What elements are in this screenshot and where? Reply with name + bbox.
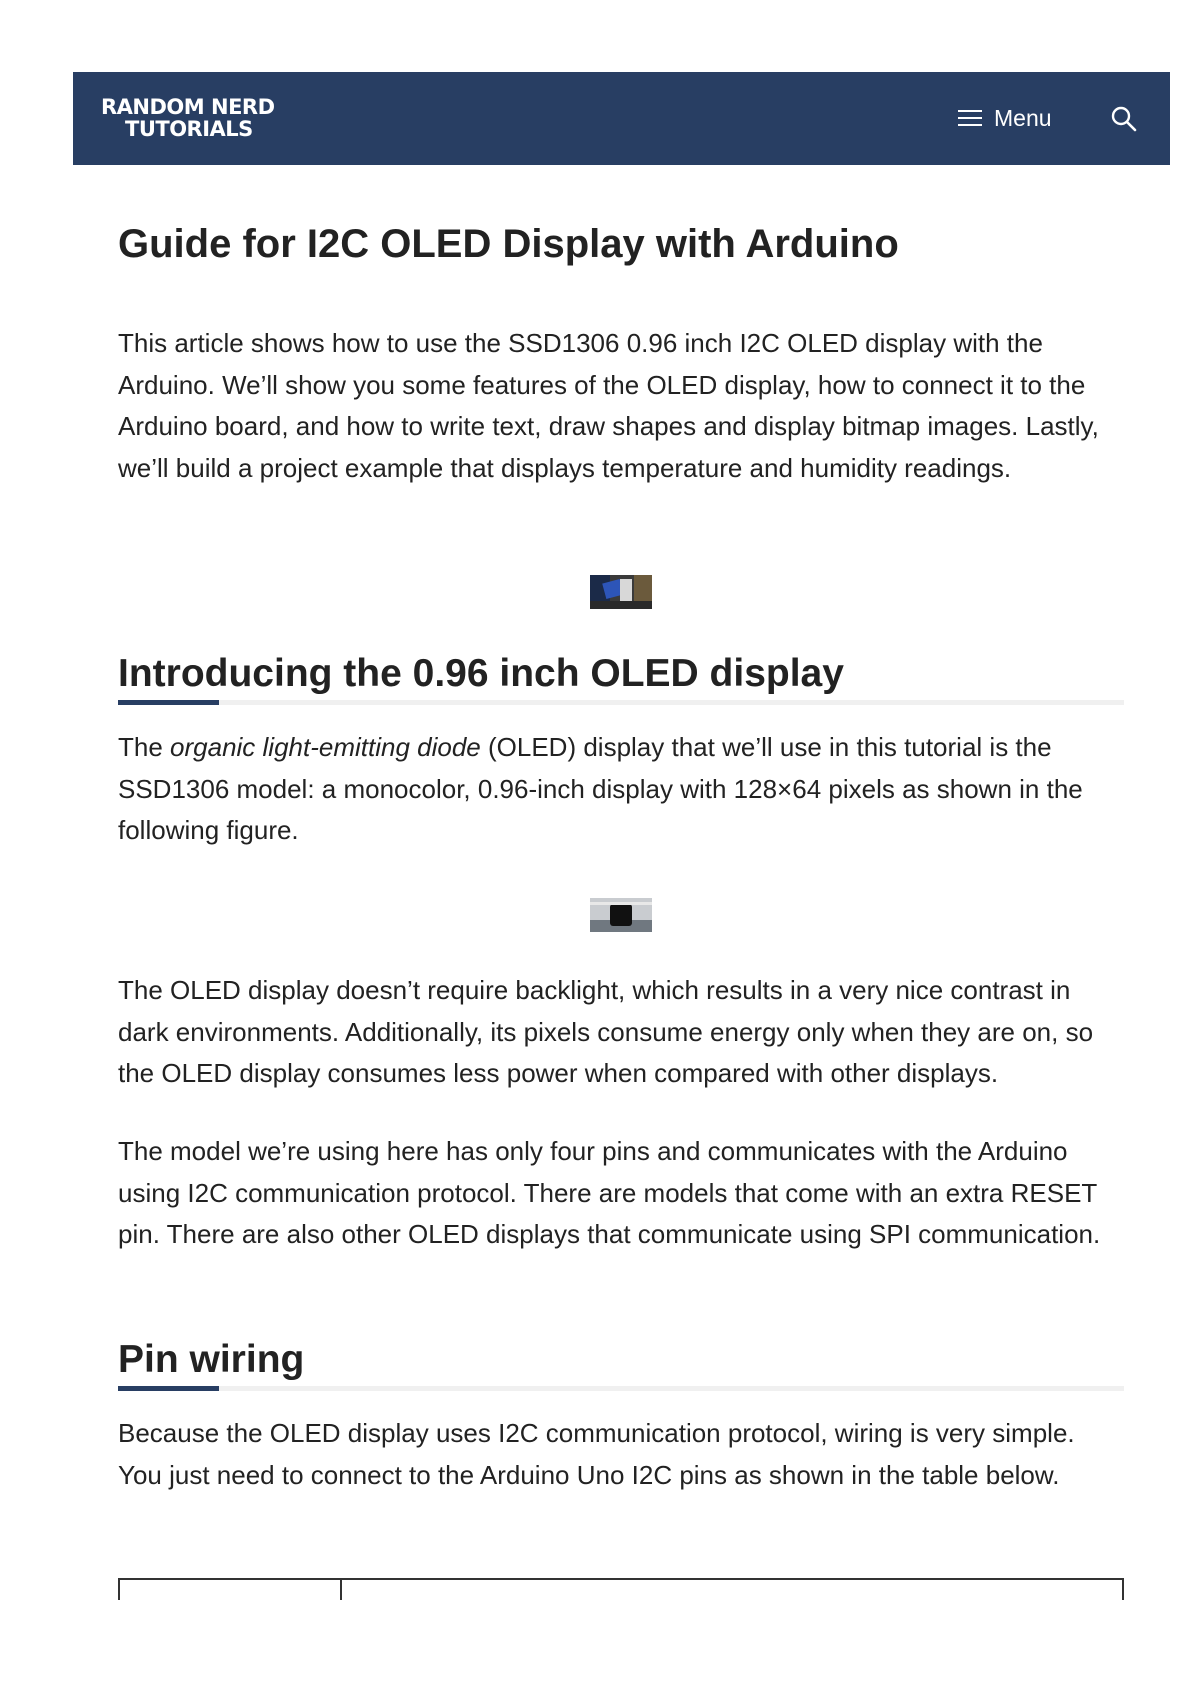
page-title: Guide for I2C OLED Display with Arduino: [118, 222, 899, 266]
text-part: The: [118, 732, 171, 762]
pins-paragraph: The model we’re using here has only four pins and communicates with the Arduino using I2C communication protocol. There are models that come with an extra RESET pin. There are also other OLED displays that communicate using SPI communication.: [118, 1136, 1101, 1249]
emphasis-text: organic light-emitting diode: [170, 732, 481, 762]
table-column-divider: [340, 1580, 342, 1600]
section-pin-wiring: [118, 1335, 1124, 1385]
menu-button[interactable]: [958, 102, 1052, 134]
heading-underline: [118, 700, 1124, 705]
search-icon[interactable]: [1109, 104, 1139, 134]
heading-underline-accent: [118, 700, 219, 705]
wiring-table: [118, 1578, 1124, 1600]
menu-label: Menu: [994, 104, 1052, 131]
intro-paragraph: This article shows how to use the SSD1306 0.96 inch I2C OLED display with the Arduino. We’ll show you some features of the OLED display, how to connect it to the Arduino board, and how to write text, draw shapes and display bitmap images. Lastly, we’ll build a project example that displays temperature and humidity readings.: [118, 328, 1099, 483]
text-part: (OLED) display that we’ll use in this tutorial is the SSD1306 model: a monocolor, 0.96-inch display with 128×64 pixels as shown in the following figure.: [118, 732, 1083, 845]
heading-underline-accent: [118, 1386, 219, 1391]
site-logo[interactable]: [101, 96, 275, 140]
oled-arduino-thumbnail: [590, 575, 652, 609]
section-heading-introducing: Introducing the 0.96 inch OLED display: [118, 652, 844, 695]
backlight-paragraph: The OLED display doesn’t require backlight, which results in a very nice contrast in dark environments. Additionally, its pixels consume energy only when they are on, so the OLED display consumes less power when compared with other displays.: [118, 975, 1094, 1088]
hamburger-icon: [958, 109, 982, 127]
oled-description-paragraph: [118, 727, 1124, 852]
heading-underline: [118, 1386, 1124, 1391]
section-introducing: [118, 649, 1124, 699]
section-heading-pin-wiring: Pin wiring: [118, 1338, 305, 1381]
logo-line-2: TUTORIALS: [125, 117, 253, 141]
logo-line-1: RANDOM NERD: [101, 95, 275, 119]
wiring-paragraph: Because the OLED display uses I2C communication protocol, wiring is very simple. You just need to connect to the Arduino Uno I2C pins as shown in the table below.: [118, 1418, 1075, 1490]
oled-display-thumbnail: [590, 898, 652, 932]
site-header: [73, 72, 1170, 165]
